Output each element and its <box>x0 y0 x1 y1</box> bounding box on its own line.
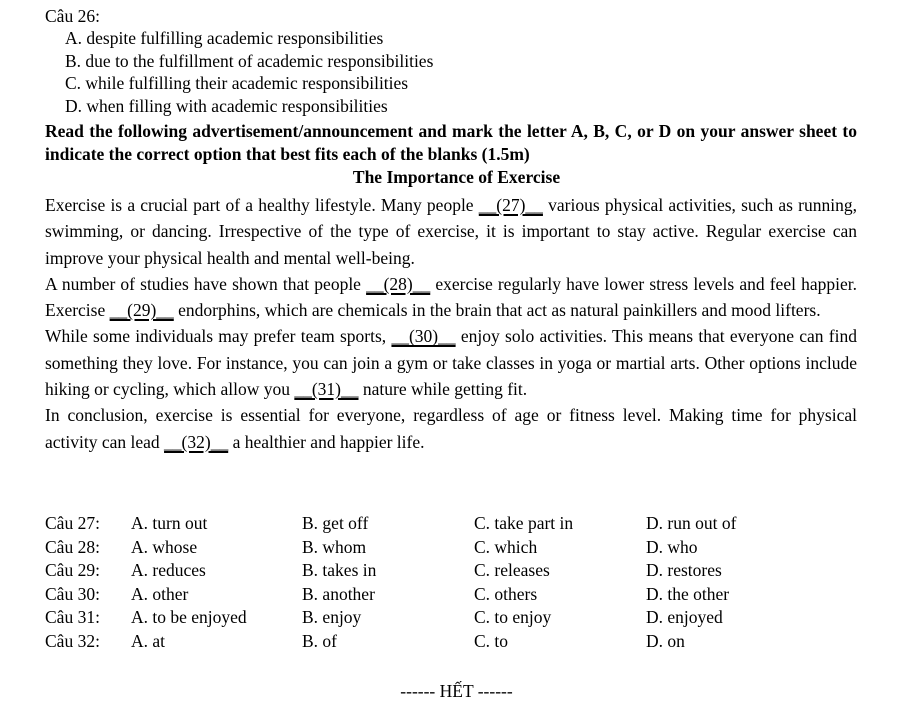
option-c: C. releases <box>474 560 550 580</box>
option-d: D. run out of <box>646 513 737 533</box>
question-number: Câu 27: <box>45 513 100 533</box>
q26-option-d: D. when filling with academic responsibilities <box>65 95 388 116</box>
option-b: B. whom <box>302 536 367 557</box>
text: Exercise is a crucial part of a healthy lifestyle. Many people <box>45 195 479 215</box>
text: various physical activities, such as running, swimming, or dancing. Irrespective of the type of exercise, it is important to stay active. Regular exercise can improve your physical health and mental well-being. <box>45 195 857 268</box>
end-mark: ------ HẾT ------ <box>400 681 513 701</box>
paragraph-4 <box>45 402 857 455</box>
text: A number of studies have shown that people <box>45 273 367 294</box>
blank-28: __(28)__ <box>366 273 431 294</box>
option-c: C. to enjoy <box>474 607 552 627</box>
option-d: D. who <box>646 536 698 557</box>
reading-passage <box>45 192 857 455</box>
question-number: Câu 32: <box>45 630 100 651</box>
option-c: C. to <box>474 630 509 651</box>
option-d: D. on <box>646 630 685 651</box>
question-26-label: Câu 26: <box>45 6 100 26</box>
option-c: C. which <box>474 536 538 557</box>
option-b: B. takes in <box>302 560 377 580</box>
blank-31: __(31)__ <box>294 379 359 400</box>
text: enjoy solo activities. This means that everyone can find something they love. For instance, you can join a gym or take classes in yoga or martial arts. Other options include hiking or cycling, which allow you <box>45 326 857 400</box>
option-a: A. turn out <box>131 513 208 533</box>
text: a healthier and happier life. <box>228 431 425 452</box>
text: exercise regularly have lower stress levels and feel happier. Exercise <box>45 273 857 321</box>
question-number: Câu 29: <box>45 560 100 580</box>
option-a: A. to be enjoyed <box>131 607 247 627</box>
blank-29: __(29)__ <box>109 300 174 321</box>
q26-option-c: C. while fulfilling their academic responsibilities <box>65 73 409 93</box>
option-c: C. take part in <box>474 513 574 533</box>
option-b: B. enjoy <box>302 607 362 627</box>
blank-32: __(32)__ <box>164 431 229 452</box>
blank-27: __(27)__ <box>478 195 543 215</box>
passage-title: The Importance of Exercise <box>352 167 561 187</box>
option-a: A. whose <box>131 536 198 557</box>
question-number: Câu 30: <box>45 583 100 604</box>
option-b: B. get off <box>302 513 369 533</box>
q26-option-b: B. due to the fulfillment of academic responsibilities <box>65 50 434 71</box>
blank-30: __(30)__ <box>391 326 456 347</box>
paragraph-3 <box>45 323 857 402</box>
text: While some individuals may prefer team sports, <box>45 326 392 347</box>
option-d: D. enjoyed <box>646 607 723 627</box>
option-d: D. the other <box>646 583 730 604</box>
section-instruction: Read the following advertisement/announcement and mark the letter A, B, C, or D on your answer sheet to indicate the correct option that best fits each of the blanks (1.5m) <box>45 121 857 164</box>
option-a: A. at <box>131 630 166 651</box>
q26-option-a: A. despite fulfilling academic responsibilities <box>65 28 384 48</box>
question-number: Câu 31: <box>45 607 100 627</box>
option-b: B. of <box>302 630 337 651</box>
question-number: Câu 28: <box>45 536 100 557</box>
option-d: D. restores <box>646 560 722 580</box>
paragraph-2 <box>45 271 857 324</box>
text: endorphins, which are chemicals in the brain that act as natural painkillers and mood lifters. <box>173 300 821 321</box>
question-26-options <box>65 27 433 117</box>
option-c: C. others <box>474 583 538 604</box>
text: nature while getting fit. <box>358 379 528 400</box>
option-a: A. other <box>131 583 189 604</box>
option-a: A. reduces <box>131 560 206 580</box>
option-b: B. another <box>302 583 375 604</box>
paragraph-1 <box>45 192 857 271</box>
text: In conclusion, exercise is essential for everyone, regardless of age or fitness level. Making time for physical activity can lead <box>45 405 857 452</box>
